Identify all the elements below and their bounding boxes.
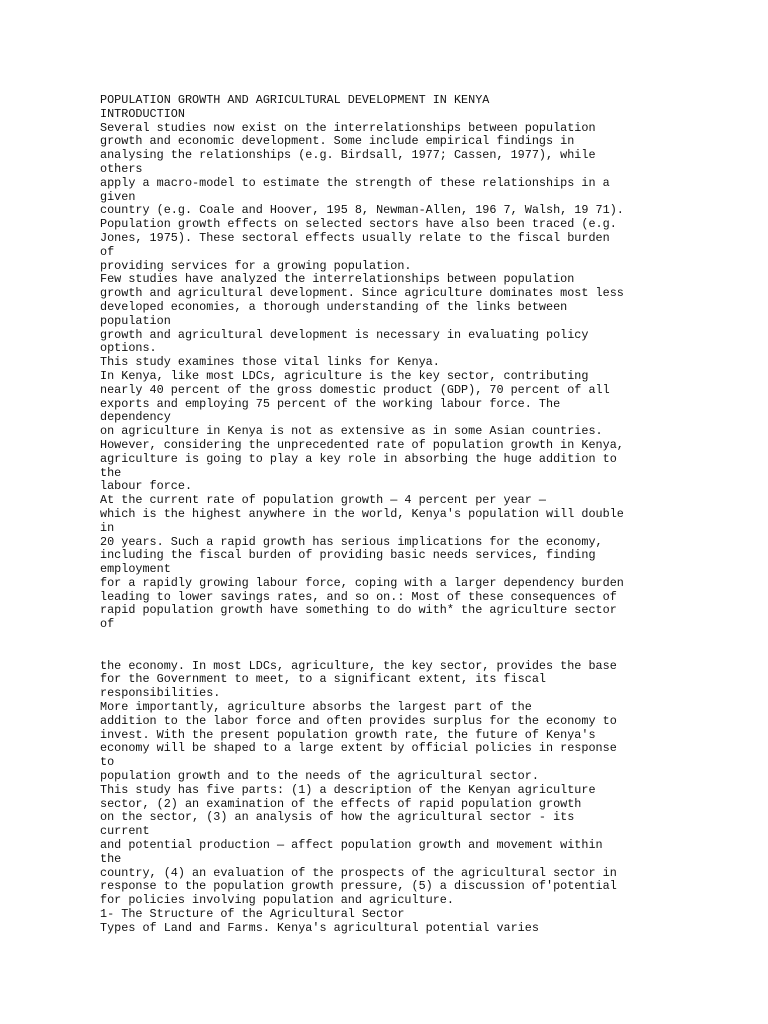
text-line: sector, (2) an examination of the effects of rapid population growth bbox=[100, 796, 582, 811]
text-block-2 bbox=[100, 660, 700, 936]
text-line: At the current rate of population growth — 4 percent per year — bbox=[100, 493, 546, 508]
text-line: the economy. In most LDCs, agriculture, the key sector, provides the base bbox=[100, 658, 617, 673]
page-break-gap bbox=[100, 632, 700, 646]
text-line: responsibilities. bbox=[100, 686, 221, 701]
text-line: growth and agricultural development is necessary in evaluating policy bbox=[100, 327, 589, 342]
text-line: invest. With the present population growth rate, the future of Kenya's bbox=[100, 727, 596, 742]
text-line: In Kenya, like most LDCs, agriculture is the key sector, contributing bbox=[100, 368, 589, 383]
text-line: on the sector, (3) an analysis of how the agricultural sector - its bbox=[100, 810, 575, 825]
page-break-gap bbox=[100, 646, 700, 660]
text-line: Few studies have analyzed the interrelationships between population bbox=[100, 272, 575, 287]
text-line: of bbox=[100, 244, 115, 259]
text-line: addition to the labor force and often provides surplus for the economy to bbox=[100, 713, 617, 728]
text-line: However, considering the unprecedented rate of population growth in Kenya, bbox=[100, 437, 624, 452]
document-page bbox=[100, 94, 700, 936]
text-line: country, (4) an evaluation of the prospects of the agricultural sector in bbox=[100, 865, 617, 880]
text-line: apply a macro-model to estimate the strength of these relationships in a bbox=[100, 175, 610, 190]
text-line: providing services for a growing population. bbox=[100, 258, 412, 273]
text-line: for a rapidly growing labour force, coping with a larger dependency burden bbox=[100, 575, 624, 590]
text-line: population growth and to the needs of the agricultural sector. bbox=[100, 769, 539, 784]
text-line: Population growth effects on selected sectors have also been traced (e.g. bbox=[100, 217, 617, 232]
text-line: which is the highest anywhere in the world, Kenya's population will double bbox=[100, 506, 624, 521]
text-line: the bbox=[100, 851, 122, 866]
text-line: growth and economic development. Some include empirical findings in bbox=[100, 134, 575, 149]
document-title: POPULATION GROWTH AND AGRICULTURAL DEVELOPMENT IN KENYA bbox=[100, 93, 490, 107]
text-line: country (e.g. Coale and Hoover, 195 8, Newman-Allen, 196 7, Walsh, 19 71). bbox=[100, 203, 624, 218]
text-block-1 bbox=[100, 94, 700, 632]
text-line: growth and agricultural development. Since agriculture dominates most less bbox=[100, 286, 624, 301]
text-line: leading to lower savings rates, and so on.: Most of these consequences of bbox=[100, 589, 617, 604]
text-line: developed economies, a thorough understanding of the links between bbox=[100, 299, 568, 314]
text-line: employment bbox=[100, 562, 171, 577]
section-heading-structure: 1- The Structure of the Agricultural Sector bbox=[100, 907, 405, 922]
section-heading-introduction: INTRODUCTION bbox=[100, 106, 185, 121]
text-line: response to the population growth pressure, (5) a discussion of'potential bbox=[100, 879, 617, 894]
text-line: of bbox=[100, 617, 115, 632]
text-line: Types of Land and Farms. Kenya's agricultural potential varies bbox=[100, 920, 539, 935]
text-line: analysing the relationships (e.g. Birdsall, 1977; Cassen, 1977), while bbox=[100, 148, 596, 163]
text-line: economy will be shaped to a large extent by official policies in response bbox=[100, 741, 617, 756]
text-line: More importantly, agriculture absorbs the largest part of the bbox=[100, 700, 532, 715]
text-line: rapid population growth have something to do with* the agriculture sector bbox=[100, 603, 617, 618]
text-line: agriculture is going to play a key role in absorbing the huge addition to bbox=[100, 451, 617, 466]
text-line: This study has five parts: (1) a description of the Kenyan agriculture bbox=[100, 782, 596, 797]
text-line: labour force. bbox=[100, 479, 193, 494]
text-line: options. bbox=[100, 341, 157, 356]
text-line: given bbox=[100, 189, 136, 204]
text-line: This study examines those vital links for Kenya. bbox=[100, 355, 440, 370]
text-line: to bbox=[100, 755, 115, 770]
text-line: Several studies now exist on the interrelationships between population bbox=[100, 120, 596, 135]
text-line: on agriculture in Kenya is not as extensive as in some Asian countries. bbox=[100, 424, 603, 439]
text-line: population bbox=[100, 313, 171, 328]
text-line: including the fiscal burden of providing basic needs services, finding bbox=[100, 548, 596, 563]
text-line: exports and employing 75 percent of the working labour force. The bbox=[100, 396, 561, 411]
text-line: others bbox=[100, 161, 143, 176]
text-line: for the Government to meet, to a significant extent, its fiscal bbox=[100, 672, 546, 687]
text-line: nearly 40 percent of the gross domestic product (GDP), 70 percent of all bbox=[100, 382, 610, 397]
text-line: Jones, 1975). These sectoral effects usually relate to the fiscal burden bbox=[100, 230, 610, 245]
text-line: for policies involving population and agriculture. bbox=[100, 893, 454, 908]
text-line: and potential production — affect population growth and movement within bbox=[100, 838, 603, 853]
text-line: 20 years. Such a rapid growth has serious implications for the economy, bbox=[100, 534, 603, 549]
text-line: in bbox=[100, 520, 115, 535]
text-line: the bbox=[100, 465, 122, 480]
text-line: dependency bbox=[100, 410, 171, 425]
text-line: current bbox=[100, 824, 150, 839]
